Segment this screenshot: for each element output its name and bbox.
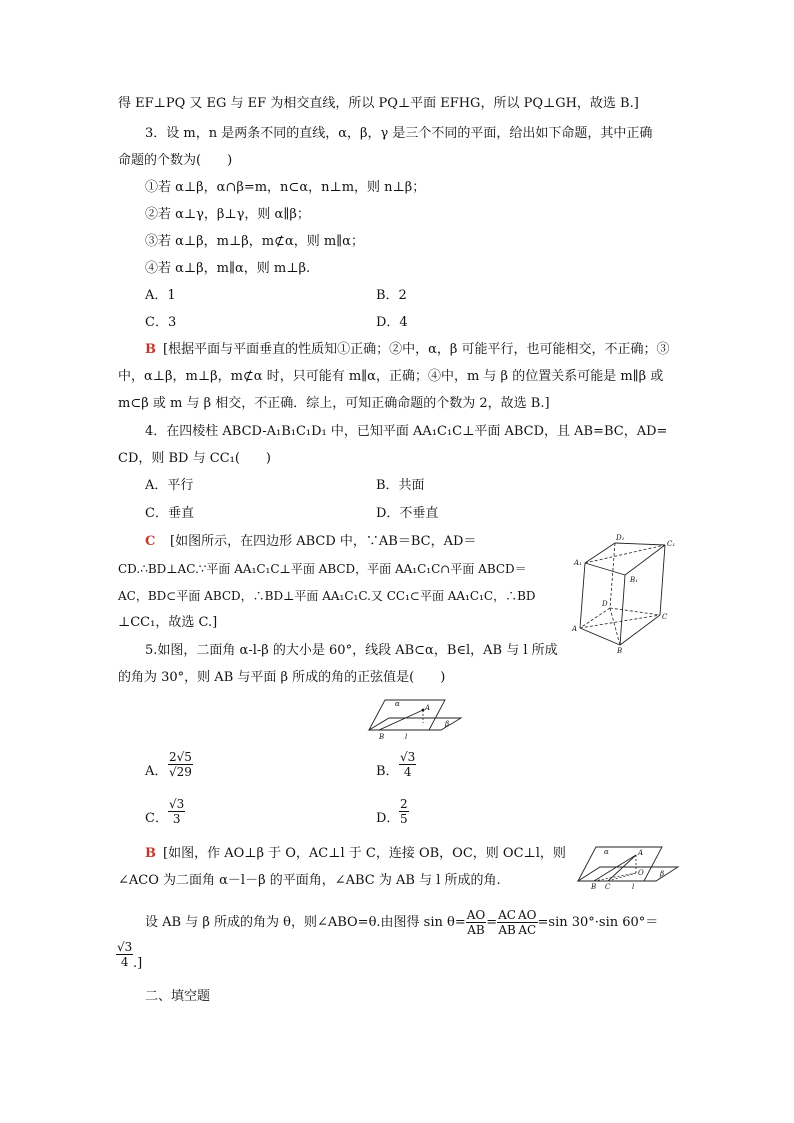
q5-result-fraction [116, 940, 133, 969]
dihedral2-label-a: A [638, 849, 644, 857]
q4-stem-line2: CD，则 BD 与 CC₁( ) [118, 451, 271, 466]
dihedral2-label-l: l [632, 883, 635, 891]
dihedral2-label-o: O [638, 869, 644, 877]
prism-figure [570, 533, 682, 655]
q5-option-b-denominator: 4 [403, 765, 412, 779]
q5-result-numerator: √3 [117, 940, 133, 954]
dihedral-label-l: l [405, 733, 408, 740]
dihedral-figure-solution [574, 843, 680, 891]
q5-option-a-denominator: √29 [169, 765, 192, 779]
q5-option-a-fraction [168, 750, 193, 779]
equals-sign: = [486, 915, 498, 930]
dihedral2-label-c: C [605, 883, 611, 891]
q3-proposition-1: ①若 α⊥β，α∩β=m，n⊂α，n⊥m，则 n⊥β； [145, 180, 426, 195]
dihedral-label-alpha: α [395, 700, 400, 708]
q5-result-denominator: 4 [120, 955, 129, 969]
q4-option-d: D．不垂直 [376, 506, 439, 521]
fraction-ao-ab [466, 908, 487, 937]
dihedral-label-b: B [379, 733, 385, 740]
q4-solution-line4: ⊥CC₁，故选 C.] [118, 615, 218, 630]
q4-solution-line2: CD.∴BD⊥AC.∵平面 AA₁C₁C⊥平面 ABCD，平面 AA₁C₁C∩平面 ABCD＝ [118, 562, 527, 576]
q3-proposition-2: ②若 α⊥γ，β⊥γ，则 α∥β； [145, 207, 310, 222]
q5-option-d-numerator: 2 [400, 797, 408, 811]
q5-answer-letter: B [145, 846, 156, 861]
q3-stem-line1: 3．设 m，n 是两条不同的直线，α，β，γ 是三个不同的平面，给出如下命题，其中正确 [145, 126, 653, 141]
fraction-numerator: AC [498, 908, 516, 922]
q4-option-a: A．平行 [145, 478, 194, 493]
q4-option-b: B．共面 [376, 478, 425, 493]
prism-label-c1: C₁ [667, 540, 676, 548]
fraction-numerator: AO [466, 908, 486, 922]
q3-proposition-4: ④若 α⊥β，m∥α，则 m⊥β. [145, 261, 311, 276]
q3-stem-line2: 命题的个数为( ) [118, 153, 233, 168]
q5-stem-line1: 5.如图，二面角 α-l-β 的大小是 60°，线段 AB⊂α，B∈l，AB 与 l 所成 [145, 643, 558, 658]
prism-label-b: B [617, 647, 623, 655]
q5-solution-line2: ∠ACO 为二面角 α－l－β 的平面角，∠ABC 为 AB 与 l 所成的角. [118, 873, 501, 888]
q5-option-c-fraction [168, 797, 185, 826]
q5-option-b-numerator: √3 [400, 750, 416, 764]
q5-stem-line2: 的角为 30°，则 AB 与平面 β 所成的角的正弦值是( ) [118, 670, 446, 685]
q3-proposition-3: ③若 α⊥β，m⊥β，m⊄α，则 m∥α； [145, 234, 364, 249]
section-title: 二、填空题 [145, 989, 211, 1004]
fraction-ac-ab [497, 908, 517, 937]
q5-option-d-denominator: 5 [400, 812, 408, 826]
q5-option-b-label: B． [376, 764, 399, 779]
q4-option-c: C．垂直 [145, 506, 194, 521]
prism-label-d: D [602, 600, 608, 608]
fraction-denominator: AB [467, 923, 485, 937]
dihedral-label-beta: β [445, 720, 450, 728]
q5-option-c-label: C． [145, 811, 168, 826]
q3-solution-line2: 中，α⊥β，m⊥β，m⊄α 时，只可能有 m∥α，正确；④中，m 与 β 的位置关系可能是 m∥β 或 [118, 369, 664, 384]
q5-option-c-denominator: 3 [172, 812, 181, 826]
q3-option-a: A．1 [145, 288, 176, 303]
q5-solution-line1: [如图，作 AO⊥β 于 O，AC⊥l 于 C，连接 OB，OC，则 OC⊥l，则 [163, 846, 566, 861]
fraction-numerator: AO [518, 908, 537, 922]
q5-solution-end: .] [133, 956, 143, 971]
q5-solution-line3-text: 设 AB 与 β 所成的角为 θ，则∠ABO=θ.由图得 sin θ= [145, 915, 466, 930]
q4-solution-line1: [如图所示，在四边形 ABCD 中，∵AB＝BC，AD＝ [170, 534, 477, 549]
q3-option-c: C．3 [145, 315, 177, 330]
q3-solution-line1: [根据平面与平面垂直的性质知①正确；②中，α，β 可能平行，也可能相交，不正确；③ [163, 342, 670, 357]
prism-label-b1: B₁ [630, 576, 638, 584]
q3-answer-letter: B [145, 342, 156, 357]
q3-option-b: B．2 [376, 288, 407, 303]
prism-label-d1: D₁ [616, 534, 625, 542]
q4-answer-letter: C [145, 534, 156, 549]
q5-option-c-numerator: √3 [169, 797, 185, 811]
prism-label-c: C [662, 613, 668, 621]
q5-option-d-label: D． [376, 811, 400, 826]
q5-option-a-numerator: 2√5 [169, 750, 192, 764]
q3-solution-line3: m⊂β 或 m 与 β 相交，不正确．综上，可知正确命题的个数为 2，故选 B.] [118, 396, 550, 411]
q4-stem-line1: 4．在四棱柱 ABCD-A₁B₁C₁D₁ 中，已知平面 AA₁C₁C⊥平面 ABCD，且 AB=BC，AD= [145, 424, 668, 439]
q5-option-a-label: A． [145, 764, 168, 779]
prism-label-a1: A₁ [574, 559, 582, 567]
dihedral2-label-alpha: α [604, 848, 609, 856]
dihedral-label-a: A [425, 704, 431, 712]
text-line: 得 EF⊥PQ 又 EG 与 EF 为相交直线，所以 PQ⊥平面 EFHG，所以 PQ⊥GH，故选 B.] [118, 96, 639, 111]
q5-option-d-fraction [399, 797, 409, 826]
q5-solution-line3 [145, 908, 658, 937]
q5-solution-line3-tail: =sin 30°·sin 60°＝ [537, 915, 659, 930]
dihedral-figure [365, 696, 463, 740]
fraction-ao-ac [517, 908, 538, 937]
q4-solution-line3: AC，BD⊂平面 ABCD，∴BD⊥平面 AA₁C₁C.又 CC₁⊂平面 AA₁C₁C，∴BD [118, 589, 536, 603]
prism-label-a: A [572, 625, 578, 633]
q5-option-b-fraction [399, 750, 416, 779]
fraction-denominator: AB [498, 923, 516, 937]
q3-option-d: D．4 [376, 315, 408, 330]
dihedral2-label-b: B [591, 883, 597, 891]
fraction-denominator: AC [518, 923, 537, 937]
dihedral2-label-beta: β [660, 870, 665, 878]
